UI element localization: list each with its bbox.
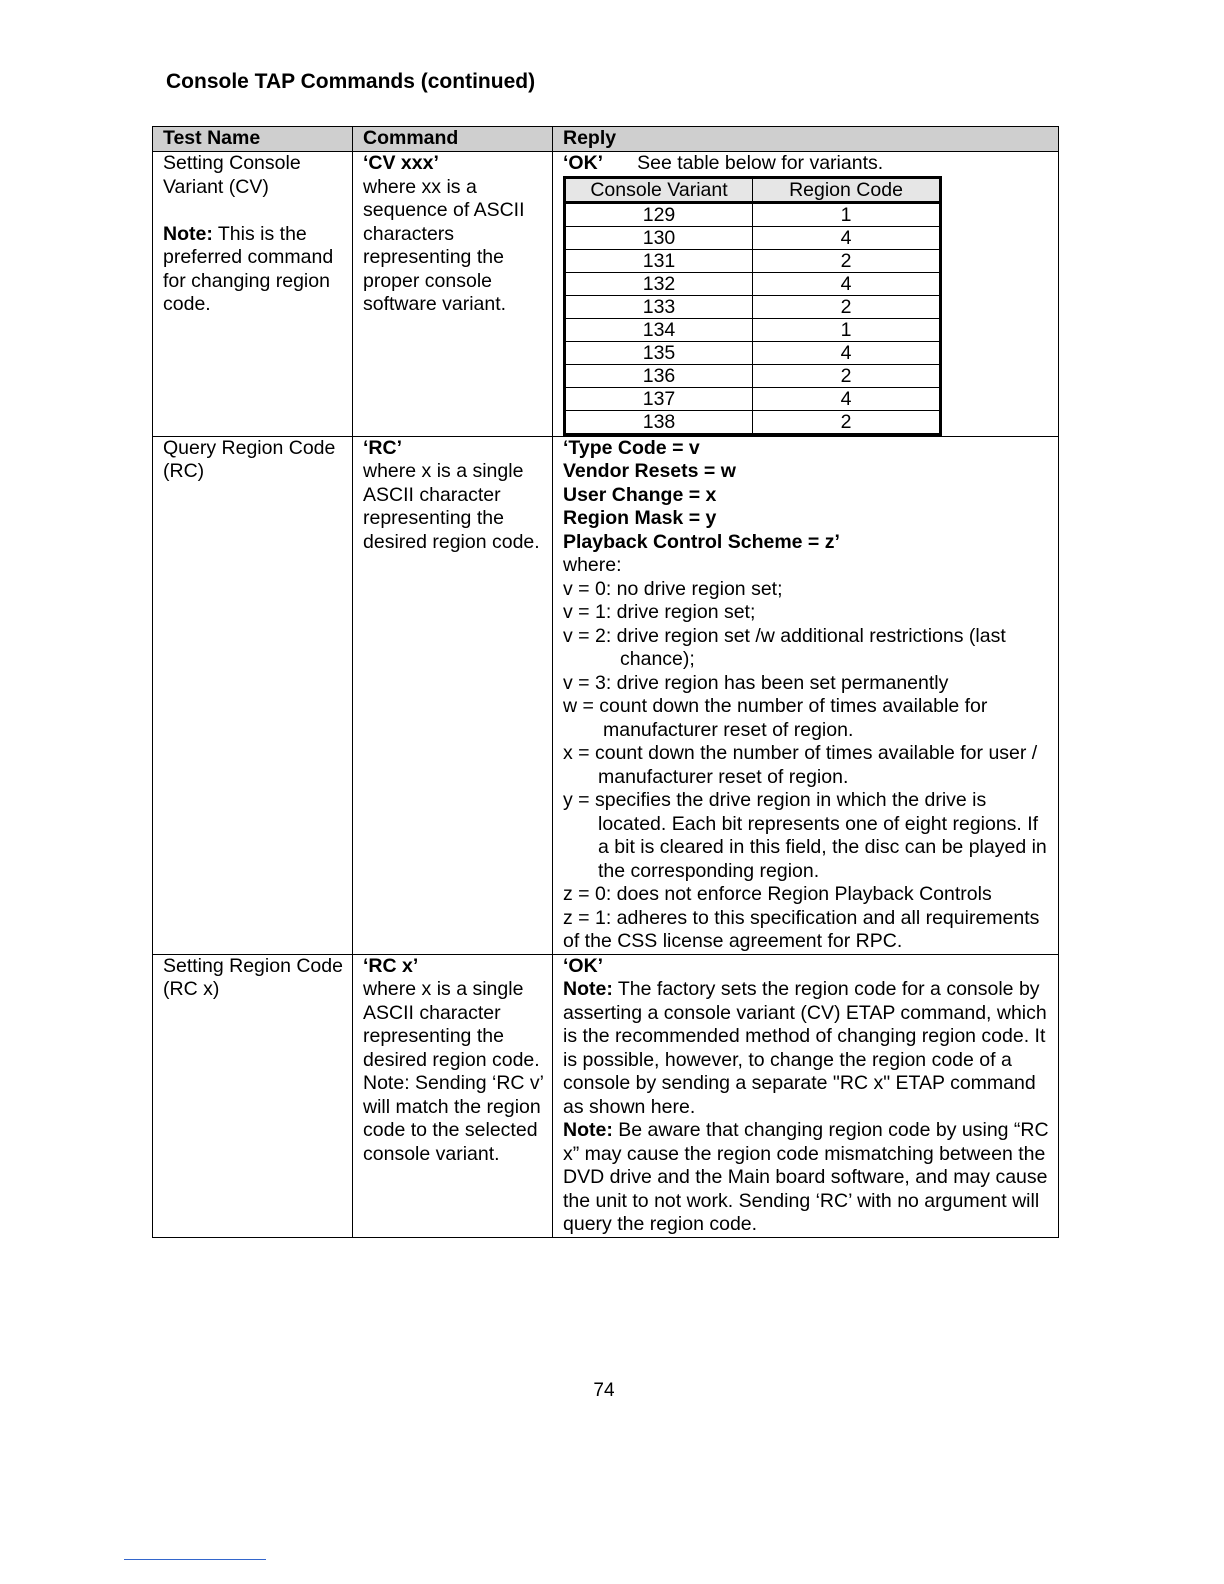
- rcx-command-desc: where x is a single ASCII character representing the desired region code.: [363, 978, 540, 1071]
- variant-cell: 133: [565, 295, 753, 318]
- region-code-cell: 2: [753, 295, 941, 318]
- rcx-test-name-cell: [153, 954, 353, 1237]
- variants-row: [565, 364, 941, 387]
- region-code-cell: 1: [753, 202, 941, 226]
- rcx-reply-cell: [553, 954, 1059, 1237]
- variant-cell: 134: [565, 318, 753, 341]
- variants-table: [563, 176, 942, 436]
- region-code-cell: 4: [753, 226, 941, 249]
- rcx-test-name: Setting Region Code (RC x): [163, 954, 343, 1000]
- variants-row: [565, 341, 941, 364]
- region-code-cell: 2: [753, 410, 941, 434]
- table-row-cv: [153, 152, 1059, 437]
- rc-reply-x: x = count down the number of times available for user / manufacturer reset of region.: [563, 742, 1038, 788]
- variant-cell: 132: [565, 272, 753, 295]
- rc-command-title: ‘RC’: [363, 436, 402, 459]
- header-reply: Reply: [553, 127, 1059, 152]
- page-title: Console TAP Commands (continued): [166, 70, 536, 93]
- variant-cell: 138: [565, 410, 753, 434]
- rc-reply-type-code: ‘Type Code = v: [563, 436, 700, 459]
- rc-reply-v2: v = 2: drive region set /w additional restrictions (last chance);: [563, 624, 1006, 670]
- rcx-reply-note2: [563, 1119, 1050, 1237]
- variant-cell: 135: [565, 341, 753, 364]
- region-code-cell: 1: [753, 318, 941, 341]
- variant-cell: 130: [565, 226, 753, 249]
- region-code-cell: 4: [753, 387, 941, 410]
- rc-reply-w: w = count down the number of times available for manufacturer reset of region.: [563, 695, 988, 741]
- region-code-cell: 4: [753, 341, 941, 364]
- rcx-reply-note1: [563, 978, 1050, 1119]
- variant-cell: 131: [565, 249, 753, 272]
- region-code-cell: 2: [753, 249, 941, 272]
- variants-header-console-variant: Console Variant: [565, 177, 753, 202]
- rc-reply-where: where:: [563, 554, 622, 576]
- rc-reply-z1: z = 1: adheres to this specification and all requirements of the CSS license agreement for RPC.: [563, 906, 1040, 952]
- table-row-rc-x: [153, 954, 1059, 1237]
- table-header-row: [153, 127, 1059, 152]
- footnote-separator: [124, 1559, 266, 1560]
- rc-reply-z0: z = 0: does not enforce Region Playback Controls: [563, 883, 992, 905]
- cv-command-title: ‘CV xxx’: [363, 152, 439, 174]
- region-code-cell: 2: [753, 364, 941, 387]
- rc-reply-v1: v = 1: drive region set;: [563, 601, 756, 623]
- cv-command-cell: [353, 152, 553, 437]
- variants-row: [565, 410, 941, 434]
- cv-test-name-cell: [153, 152, 353, 437]
- cv-note-text: This is the preferred command for changing region code.: [163, 222, 334, 315]
- variants-row: [565, 387, 941, 410]
- cv-reply-ok: ‘OK’: [563, 152, 604, 174]
- rc-reply-y: y = specifies the drive region in which the drive is located. Each bit represents one of eight regions. If a bit is cleared in this field, the disc can be played in the corresponding region.: [563, 789, 1047, 882]
- rcx-note2-text: Be aware that changing region code by using “RC x” may cause the region code mismatching between the DVD drive and the Main board software, and may cause the unit to not work. Sending ‘RC’ with no argument will query the region code.: [563, 1119, 1049, 1235]
- rc-reply-user-change: User Change = x: [563, 483, 717, 506]
- rc-reply-region-mask: Region Mask = y: [563, 507, 717, 529]
- variants-row: [565, 272, 941, 295]
- variant-cell: 129: [565, 202, 753, 226]
- cv-reply-text: See table below for variants.: [637, 152, 884, 174]
- cv-note: [163, 223, 344, 317]
- rc-reply-cell: [553, 436, 1059, 954]
- cv-reply-cell: [553, 152, 1059, 437]
- header-test-name: Test Name: [153, 127, 353, 152]
- page-number: 74: [593, 1380, 615, 1401]
- rc-reply-v0: v = 0: no drive region set;: [563, 577, 783, 600]
- rc-command-cell: [353, 436, 553, 954]
- variants-header-region-code: Region Code: [753, 177, 941, 202]
- variants-row: [565, 202, 941, 226]
- variant-cell: 136: [565, 364, 753, 387]
- rc-command-desc: where x is a single ASCII character representing the desired region code.: [363, 460, 540, 553]
- rc-reply-playback-scheme: Playback Control Scheme = z’: [563, 530, 840, 553]
- rc-reply-v3: v = 3: drive region has been set permanently: [563, 671, 949, 694]
- rc-test-name: Query Region Code (RC): [163, 436, 336, 482]
- rcx-note2-label: Note:: [563, 1119, 613, 1141]
- tap-commands-table: [152, 126, 1059, 1238]
- variants-row: [565, 249, 941, 272]
- table-row-rc: [153, 436, 1059, 954]
- cv-reply-line: [563, 152, 1050, 176]
- variants-row: [565, 318, 941, 341]
- rcx-note1-label: Note:: [563, 978, 613, 1000]
- header-command: Command: [353, 127, 553, 152]
- variant-cell: 137: [565, 387, 753, 410]
- variants-header-row: [565, 177, 941, 202]
- rcx-command-title: ‘RC x’: [363, 954, 419, 977]
- rcx-note1-text: The factory sets the region code for a console by asserting a console variant (CV) ETAP command, which is the recommended method of changing region code. It is possible, however, to change the region code of a console by sending a separate "RC x" ETAP command as shown here.: [563, 978, 1047, 1118]
- rcx-command-note: Note: Sending ‘RC v’ will match the region code to the selected console variant.: [363, 1072, 544, 1165]
- rcx-command-cell: [353, 954, 553, 1237]
- cv-test-name: Setting Console Variant (CV): [163, 152, 301, 198]
- variants-row: [565, 295, 941, 318]
- rcx-reply-ok: ‘OK’: [563, 954, 604, 977]
- cv-note-label: Note:: [163, 222, 213, 245]
- region-code-cell: 4: [753, 272, 941, 295]
- rc-test-name-cell: [153, 436, 353, 954]
- cv-command-desc: where xx is a sequence of ASCII characters representing the proper console software variant.: [363, 175, 525, 315]
- rc-reply-vendor-resets: Vendor Resets = w: [563, 460, 736, 482]
- variants-row: [565, 226, 941, 249]
